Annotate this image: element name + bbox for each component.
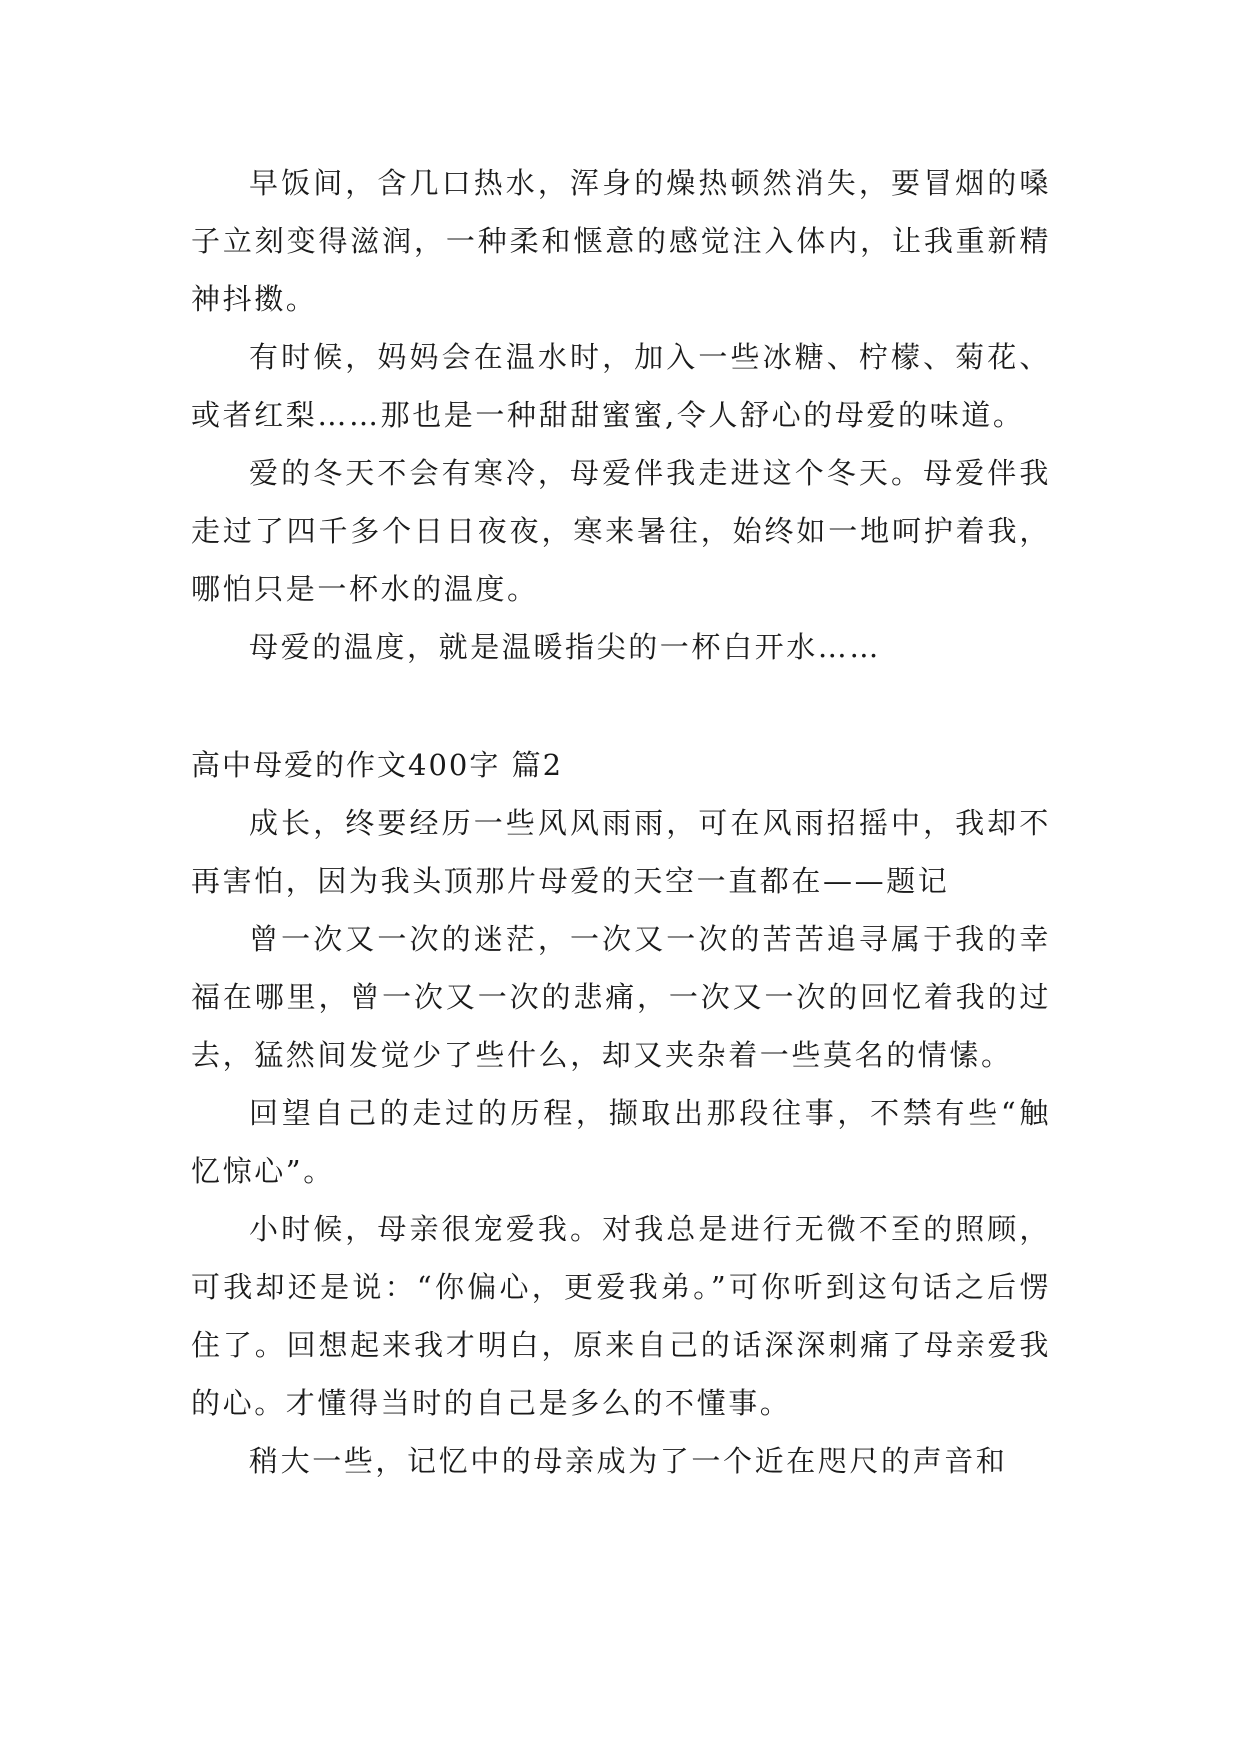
paragraph: 成长，终要经历一些风风雨雨，可在风雨招摇中，我却不再害怕，因为我头顶那片母爱的天空一直都在——题记	[191, 806, 1051, 898]
paragraph: 稍大一些，记忆中的母亲成为了一个近在咫尺的声音和	[249, 1444, 1008, 1478]
section-heading: 高中母爱的作文400字 篇2	[191, 748, 564, 782]
paragraph: 回望自己的走过的历程，撷取出那段往事，不禁有些“触忆惊心”。	[191, 1096, 1051, 1188]
paragraph: 曾一次又一次的迷茫，一次又一次的苦苦追寻属于我的幸福在哪里，曾一次又一次的悲痛，一次又一次的回忆着我的过去，猛然间发觉少了些什么，却又夹杂着一些莫名的情愫。	[191, 922, 1051, 1072]
paragraph: 早饭间，含几口热水，浑身的燥热顿然消失，要冒烟的嗓子立刻变得滋润，一种柔和惬意的感觉注入体内，让我重新精神抖擞。	[191, 166, 1051, 316]
paragraph: 小时候，母亲很宠爱我。对我总是进行无微不至的照顾，可我却还是说：“你偏心，更爱我弟。”可你听到这句话之后愣住了。回想起来我才明白，原来自己的话深深刺痛了母亲爱我的心。才懂得当时的自己是多么的不懂事。	[191, 1212, 1051, 1420]
document-body	[191, 154, 1051, 1490]
paragraph: 母爱的温度，就是温暖指尖的一杯白开水……	[249, 630, 882, 664]
section-gap	[191, 676, 1051, 736]
paragraph: 有时候，妈妈会在温水时，加入一些冰糖、柠檬、菊花、或者红梨……那也是一种甜甜蜜蜜,令人舒心的母爱的味道。	[191, 340, 1051, 432]
paragraph: 爱的冬天不会有寒冷，母爱伴我走进这个冬天。母爱伴我走过了四千多个日日夜夜，寒来暑往，始终如一地呵护着我，哪怕只是一杯水的温度。	[191, 456, 1051, 606]
